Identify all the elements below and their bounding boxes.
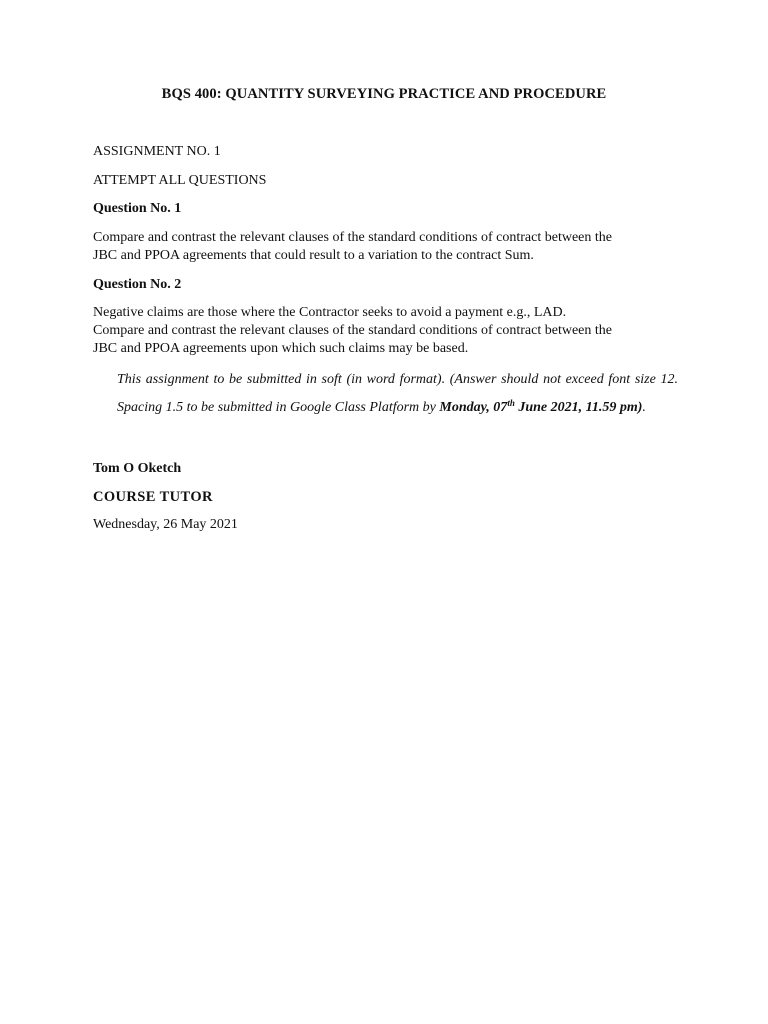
question-1-text bbox=[93, 229, 683, 265]
question-2-line-3: JBC and PPOA agreements upon which such claims may be based. bbox=[93, 341, 469, 356]
question-2-line-1: Negative claims are those where the Contractor seeks to avoid a payment e.g., LAD. bbox=[93, 305, 567, 320]
submission-note-end: . bbox=[642, 399, 646, 415]
submission-note-text: This assignment to be submitted in soft (in word format). (Answer should not exceed font size 12. Spacing 1.5 to be submitted in Google Class Platform by bbox=[117, 372, 678, 415]
question-1-heading: Question No. 1 bbox=[93, 201, 182, 216]
question-2-text bbox=[93, 304, 683, 358]
submission-deadline-superscript: th bbox=[507, 397, 515, 408]
tutor-name: Tom O Oketch bbox=[93, 461, 182, 476]
assignment-number: ASSIGNMENT NO. 1 bbox=[93, 144, 221, 159]
instruction-text: ATTEMPT ALL QUESTIONS bbox=[93, 173, 267, 188]
tutor-role: COURSE TUTOR bbox=[93, 489, 213, 505]
submission-note bbox=[117, 366, 678, 421]
question-1-line-1: Compare and contrast the relevant clauses of the standard conditions of contract between the bbox=[93, 230, 612, 245]
submission-deadline-day: Monday, 07 bbox=[439, 399, 508, 415]
submission-deadline-rest: June 2021, 11.59 pm) bbox=[514, 399, 643, 415]
question-1-line-2: JBC and PPOA agreements that could result to a variation to the contract Sum. bbox=[93, 248, 534, 263]
question-2-heading: Question No. 2 bbox=[93, 277, 182, 292]
document-date: Wednesday, 26 May 2021 bbox=[93, 517, 238, 532]
course-title: BQS 400: QUANTITY SURVEYING PRACTICE AND PROCEDURE bbox=[161, 86, 607, 102]
question-2-line-2: Compare and contrast the relevant clauses of the standard conditions of contract between the bbox=[93, 323, 612, 338]
